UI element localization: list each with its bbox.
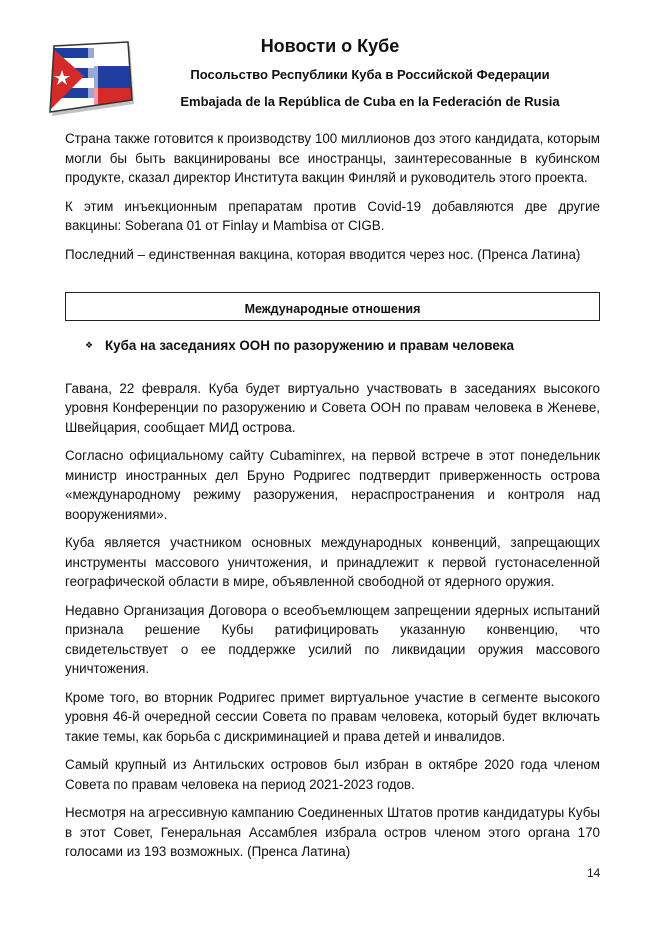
section-title: Международные отношения [244,301,421,316]
article-heading-row [85,336,600,356]
document-body [65,129,600,871]
paragraph: К этим инъекционным препаратам против Covid-19 добавляются две другие вакцины: Soberana 01 от Finlay и Mambisa от CIGB. [65,198,600,233]
paragraph: Несмотря на агрессивную кампанию Соединенных Штатов против кандидатуры Кубы в этот Совет, Генеральная Ассамблея избрала остров членом этого органа 170 голосами из 193 возможных. (Пренса Латина) [65,805,600,859]
paragraph: Кроме того, во вторник Родригес примет виртуальное участие в сегменте высокого уровня 46-й очередной сессии Совета по правам человека, который будет включать такие темы, как борьба с дискриминацией и права детей и инвалидов. [65,689,600,744]
paragraph: Недавно Организация Договора о всеобъемлющем запрещении ядерных испытаний признала решение Кубы ратифицировать указанную конвенцию, что свидетельствует о ее поддержке усилий по ликвидации оружия массового уничтожения. [65,602,600,676]
paragraph: Куба является участником основных международных конвенций, запрещающих инструменты массового уничтожения, и принадлежит к первой густонаселенной географической области в мире, объявленной свободной от ядерного оружия. [65,535,600,589]
page-title: Новости о Кубе [260,36,400,56]
paragraph: Страна также готовится к производству 100 миллионов доз этого кандидата, которым могли бы быть вакцинированы все иностранцы, заинтересованные в кубинском продукте, сказал директор Института вакцин Финляй и руководитель этого проекта. [65,131,600,185]
header-subtitle-es: Embajada de la República de Cuba en la Federación de Rusia [180,94,560,109]
paragraph: Гавана, 22 февраля. Куба будет виртуально участвовать в заседаниях высокого уровня Конференции по разоружению и Совета ООН по правам человека в Женеве, Швейцария, сообщает МИД острова. [65,380,600,435]
diamond-bullet-icon: ❖ [85,340,94,350]
page-number: 14 [587,866,601,880]
paragraph: Самый крупный из Антильских островов был избран в октябре 2020 года членом Совета по правам человека на период 2021-2023 годов. [65,757,600,792]
paragraph: Согласно официальному сайту Cubaminrex, на первой встрече в этот понедельник министр иностранных дел Бруно Родригес подтвердит приверженность острова «международному режиму разоружения, нераспространения и контроля над вооружениями». [65,448,600,522]
paragraph: Последний – единственная вакцина, которая вводится через нос. (Пренса Латина) [65,246,581,262]
header-subtitle-ru: Посольство Республики Куба в Российской Федерации [190,67,550,82]
section-header-box [65,292,600,321]
article-heading: Куба на заседаниях ООН по разоружению и правам человека [105,338,514,353]
cuba-russia-flags-logo [44,40,136,118]
